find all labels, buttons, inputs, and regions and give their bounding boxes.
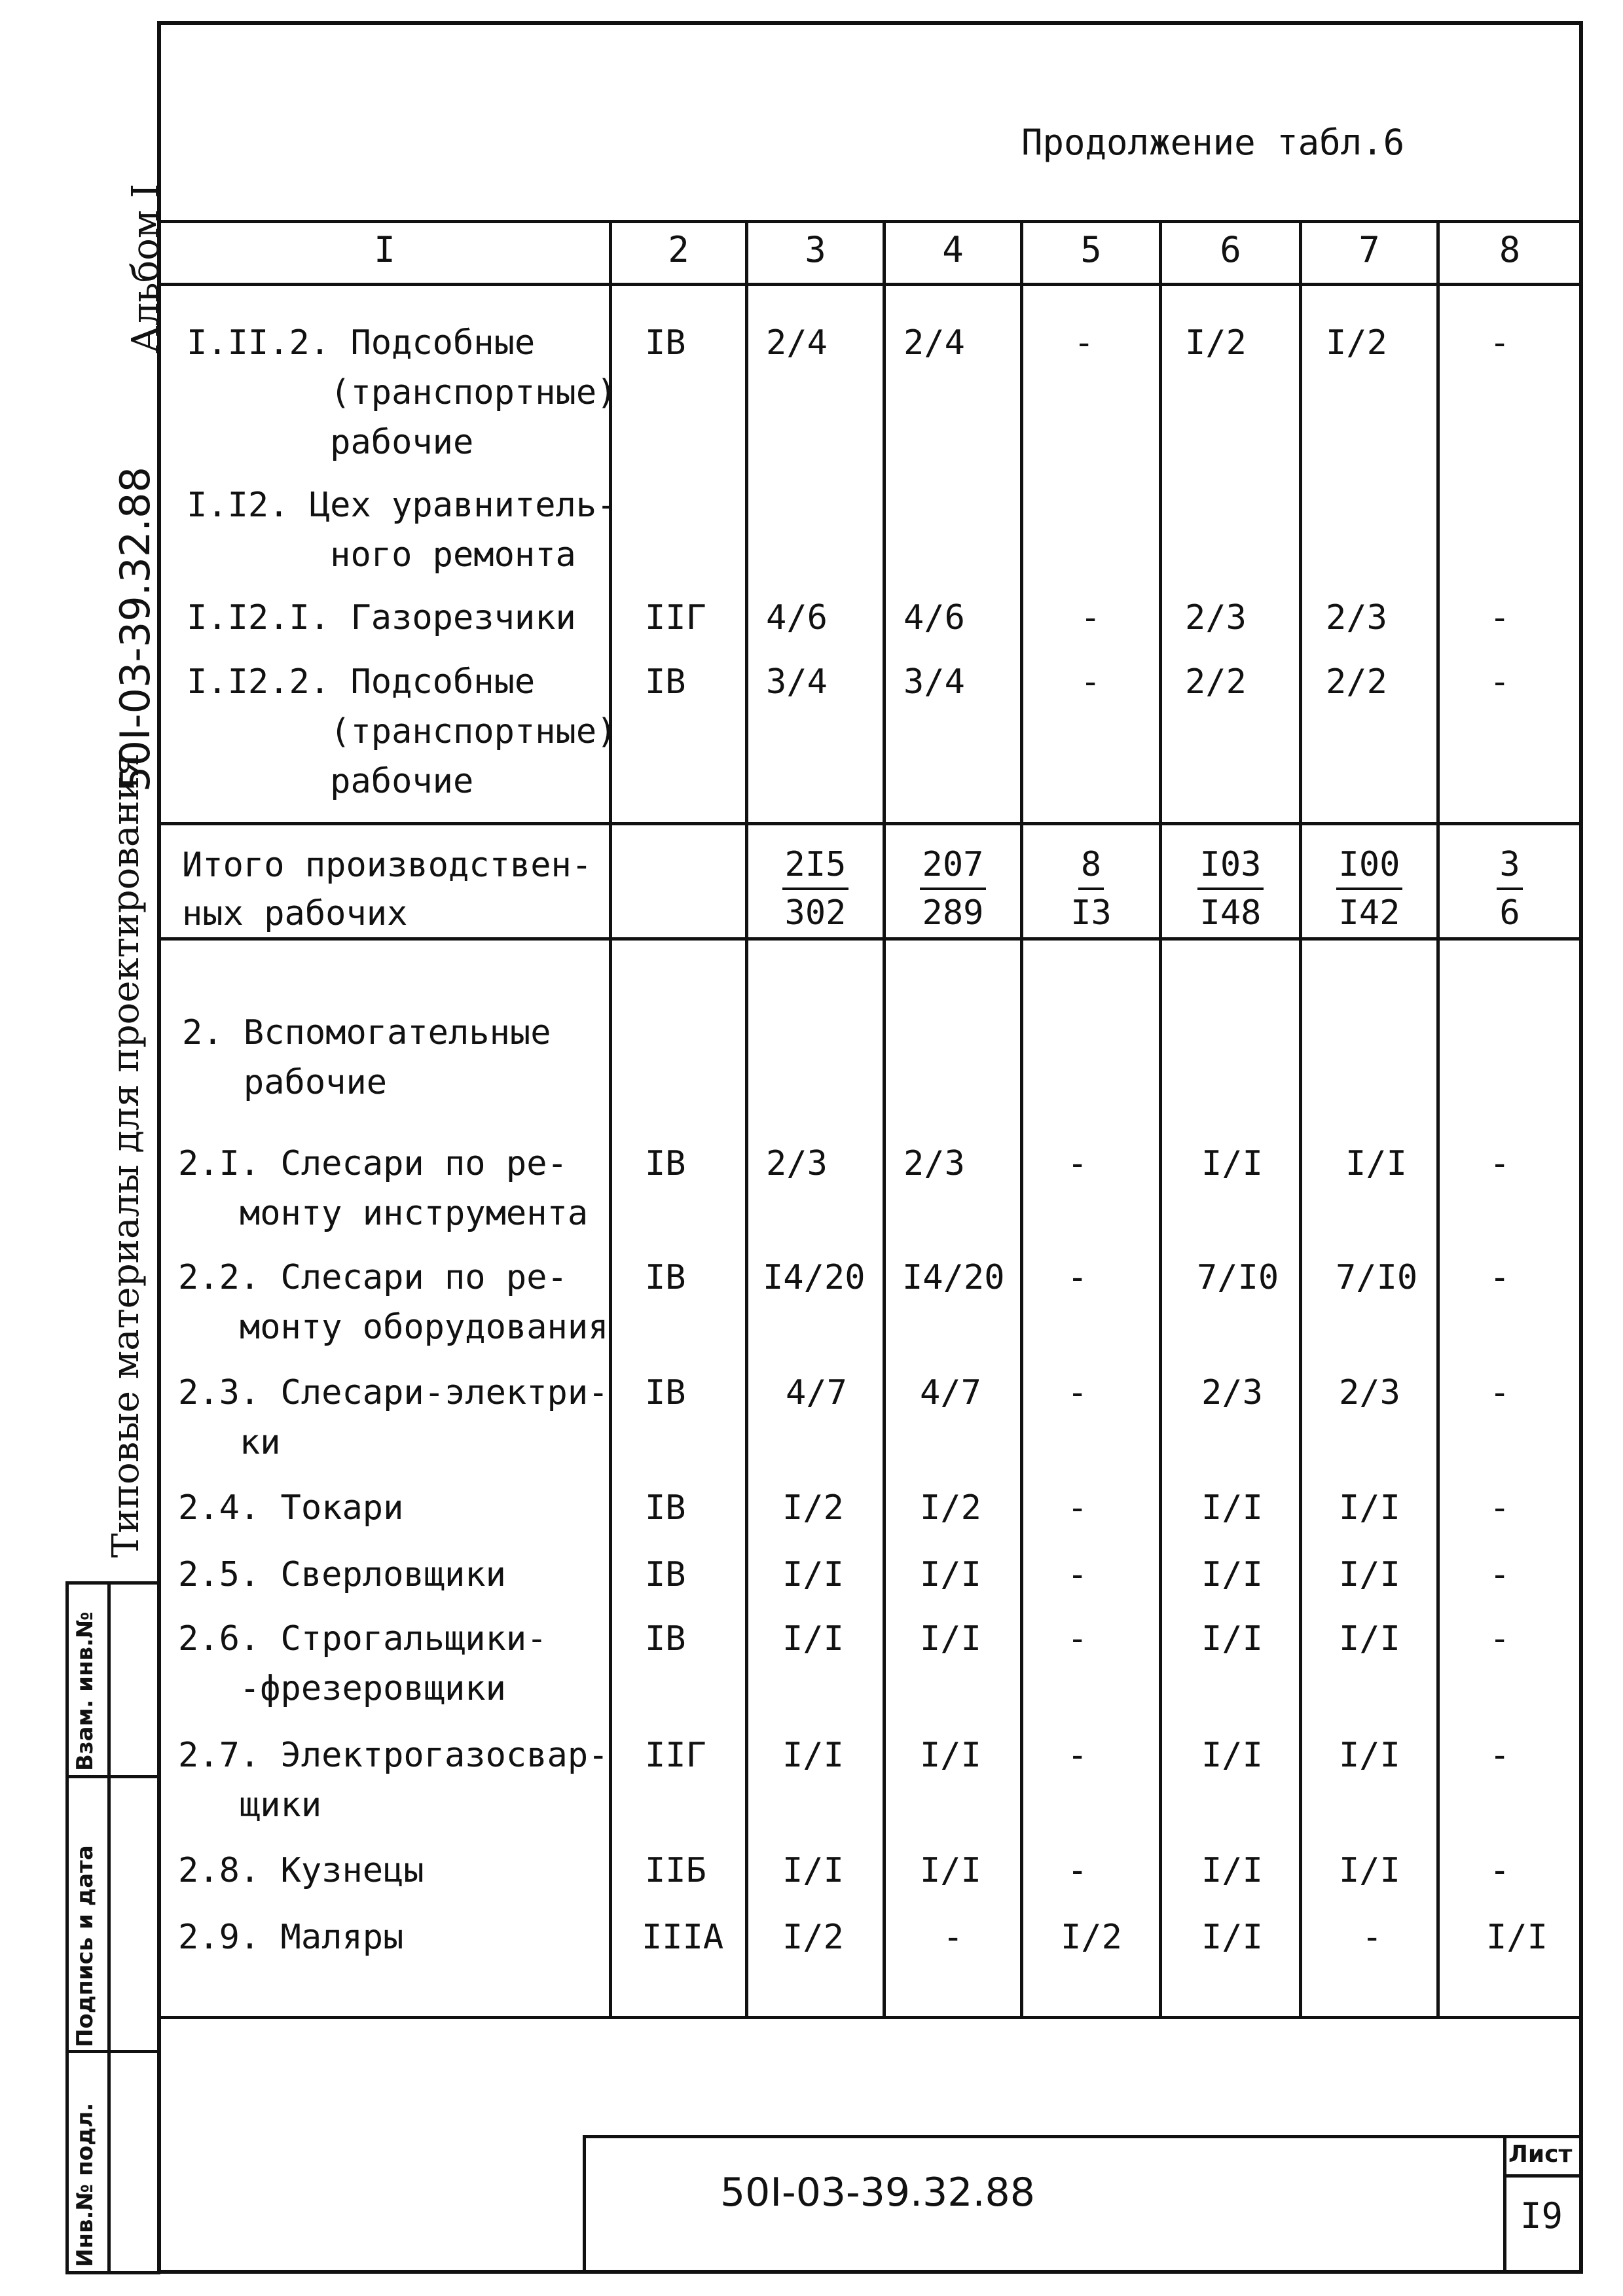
col-sep-6 [1299,220,1302,2016]
cell-value: - [1080,662,1101,702]
header-bottom-line [157,283,1583,286]
col-header-7: 7 [1359,229,1380,270]
cell-value: - [1067,1144,1088,1183]
cell-value: I/I [782,1555,844,1594]
titleblock-left-line [583,2135,586,2274]
stamp-bottom-line [65,2271,160,2274]
row-name-line: I.II.2. Подсобные [187,323,536,363]
table-bottom-line [157,2016,1583,2019]
col-header-3: 3 [805,229,826,270]
cell-value: I/I [920,1851,981,1890]
total-col7 [1302,842,1436,936]
total-col3 [748,842,883,936]
cell-value: 2/3 [903,1144,965,1183]
row-name-line: I.I2.I. Газорезчики [187,598,576,637]
cell-value: - [1067,1851,1088,1890]
total-label-line: Итого производствен- [182,846,593,885]
row-name-line: 2.2. Слесари по ре- [178,1258,568,1297]
row-name-line: монту инструмента [178,1194,589,1233]
col-header-4: 4 [942,229,964,270]
total-numerator: I00 [1336,842,1403,890]
cell-value: - [1362,1918,1383,1957]
total-denominator: I3 [1070,893,1112,933]
cell-value: I/I [1201,1555,1263,1594]
cell-value: - [1489,1144,1510,1183]
table-caption: Продолжение табл.6 [1021,122,1405,163]
cell-value: 2/3 [1185,598,1247,637]
row-name-line: 2.8. Кузнецы [178,1851,424,1890]
cell-value: I/I [1339,1736,1400,1775]
row-name-line: щики [178,1785,322,1825]
cell-value: - [1489,1555,1510,1594]
cell-value: I/I [1201,1736,1263,1775]
row-name-line: 2.3. Слесари-электри- [178,1373,609,1412]
cell-value: - [1489,1619,1510,1659]
cell-value: - [1489,1258,1510,1297]
cell-value: I/I [920,1736,981,1775]
cell-value: 2/3 [1326,598,1387,637]
stamp-sep-2 [65,2050,160,2053]
album-label: Альбом I [124,183,167,353]
cell-value: I/I [1339,1851,1400,1890]
cell-group: IB [645,1373,686,1412]
stamp-left-line [65,1581,69,2274]
sheet-number: I9 [1520,2195,1563,2236]
cell-value: - [1067,1555,1088,1594]
sheet-box-left-line [1503,2135,1506,2274]
cell-group: IIГ [645,1736,706,1775]
sheet-label: Лист [1508,2141,1573,2168]
cell-value: I/I [1339,1619,1400,1659]
row-name-line: -фрезеровщики [178,1669,506,1708]
cell-value: I/2 [782,1918,844,1957]
series-title: Типовые материалы для проектирования [105,753,147,1558]
sheet-box-mid-line [1503,2174,1583,2178]
side-document-code: 50I-03-39.32.88 [111,467,159,792]
cell-value: I/I [782,1619,844,1659]
cell-group: IB [645,1144,686,1183]
total-label-line: ных рабочих [182,894,408,933]
col-header-2: 2 [668,229,689,270]
cell-value: - [1067,1373,1088,1412]
cell-value: I/I [1339,1555,1400,1594]
total-denominator: 6 [1499,893,1520,933]
col-header-1: I [374,229,395,270]
cell-value: I/2 [782,1488,844,1528]
col-sep-7 [1436,220,1440,2016]
cell-value: I/I [1201,1488,1263,1528]
stamp-signature-date: Подпись и дата [72,1845,98,2047]
cell-value: I/2 [1185,323,1247,363]
row-name-line: (транспортные) [187,712,617,751]
section-heading-line: рабочие [182,1063,388,1102]
row-name-line: 2.I. Слесари по ре- [178,1144,568,1183]
row-name-line: I.I2. Цех уравнитель- [187,486,617,525]
row-name-line: 2.7. Электрогазосвар- [178,1736,609,1775]
cell-value: - [1489,1851,1510,1890]
cell-group: IIГ [645,598,706,637]
header-top-line [157,220,1583,223]
cell-value: I/I [1201,1918,1263,1957]
cell-value: I/I [1345,1144,1407,1183]
total-col6 [1162,842,1299,936]
col-sep-5 [1159,220,1162,2016]
cell-value: I/2 [920,1488,981,1528]
cell-group: IB [645,323,686,363]
cell-value: 7/I0 [1197,1258,1279,1297]
row-name-line: рабочие [187,423,474,462]
col-sep-3 [883,220,886,2016]
col-header-8: 8 [1499,229,1521,270]
row-name-line: 2.4. Токари [178,1488,404,1528]
cell-value: - [1489,1488,1510,1528]
cell-group: IIБ [645,1851,706,1890]
cell-value: 2/4 [766,323,828,363]
stamp-replaced-inventory: Взам. инв.№ [72,1611,98,1771]
total-denominator: I48 [1199,893,1262,933]
cell-value: - [1489,1373,1510,1412]
cell-value: I/I [1486,1918,1548,1957]
cell-value: - [1067,1258,1088,1297]
row-name-line: 2.9. Маляры [178,1918,404,1957]
total-numerator: 207 [920,842,987,890]
cell-value: I/I [920,1555,981,1594]
row-name-line: ного ремонта [187,535,576,575]
cell-value: - [943,1918,964,1957]
total-col8 [1440,842,1580,936]
cell-value: I/I [1201,1619,1263,1659]
stamp-top-line [65,1581,160,1585]
cell-group: IB [645,662,686,702]
cell-value: - [1067,1736,1088,1775]
row-name-line: (транспортные) [187,373,617,412]
cell-value: I/I [1339,1488,1400,1528]
total-numerator: 3 [1497,842,1522,890]
cell-value: 7/I0 [1336,1258,1418,1297]
total-numerator: I03 [1197,842,1264,890]
cell-value: - [1489,598,1510,637]
row-name-line: рабочие [187,762,474,801]
total-numerator: 2I5 [782,842,849,890]
cell-value: I/I [1201,1851,1263,1890]
cell-group: IIIA [642,1918,724,1957]
col-header-6: 6 [1220,229,1241,270]
cell-group: IB [645,1258,686,1297]
row-name-line: монту оборудования [178,1308,609,1347]
total-numerator: 8 [1078,842,1104,890]
cell-group: IB [645,1619,686,1659]
row-name-line: ки [178,1423,281,1462]
cell-value: - [1489,1736,1510,1775]
total-denominator: I42 [1338,893,1400,933]
total-col4 [886,842,1020,936]
cell-value: - [1489,662,1510,702]
col-header-5: 5 [1080,229,1102,270]
cell-value: - [1067,1619,1088,1659]
cell-value: 4/7 [920,1373,981,1412]
footer-document-code: 50I-03-39.32.88 [720,2170,1035,2215]
cell-value: - [1489,323,1510,363]
cell-value: I/2 [1326,323,1387,363]
cell-value: - [1074,323,1095,363]
stamp-mid-line [107,1581,111,2274]
cell-value: I/I [782,1736,844,1775]
col-sep-2 [745,220,748,2016]
cell-value: I/2 [1061,1918,1122,1957]
total-col5 [1023,842,1159,936]
stamp-original-inventory: Инв.№ подл. [72,2102,98,2267]
section-heading-line: 2. Вспомогательные [182,1013,551,1052]
cell-value: - [1080,598,1101,637]
cell-value: 3/4 [766,662,828,702]
cell-value: 3/4 [903,662,965,702]
cell-value: I4/20 [763,1258,866,1297]
cell-value: 4/6 [903,598,965,637]
cell-value: 2/2 [1326,662,1387,702]
cell-value: I4/20 [902,1258,1005,1297]
cell-value: - [1067,1488,1088,1528]
cell-value: I/I [782,1851,844,1890]
cell-value: I/I [920,1619,981,1659]
cell-value: 2/2 [1185,662,1247,702]
total-denominator: 302 [784,893,847,933]
total-top-line [157,822,1583,825]
stamp-sep-1 [65,1775,160,1778]
cell-value: I/I [1201,1144,1263,1183]
cell-group: IB [645,1488,686,1528]
cell-value: 4/7 [786,1373,847,1412]
col-sep-4 [1020,220,1023,2016]
titleblock-top-line [583,2135,1583,2138]
cell-value: 4/6 [766,598,828,637]
row-name-line: 2.6. Строгальщики- [178,1619,547,1659]
cell-value: 2/4 [903,323,965,363]
row-name-line: I.I2.2. Подсобные [187,662,536,702]
cell-value: 2/3 [1201,1373,1263,1412]
cell-group: IB [645,1555,686,1594]
row-name-line: 2.5. Сверловщики [178,1555,506,1594]
cell-value: 2/3 [1339,1373,1400,1412]
total-denominator: 289 [922,893,984,933]
cell-value: 2/3 [766,1144,828,1183]
